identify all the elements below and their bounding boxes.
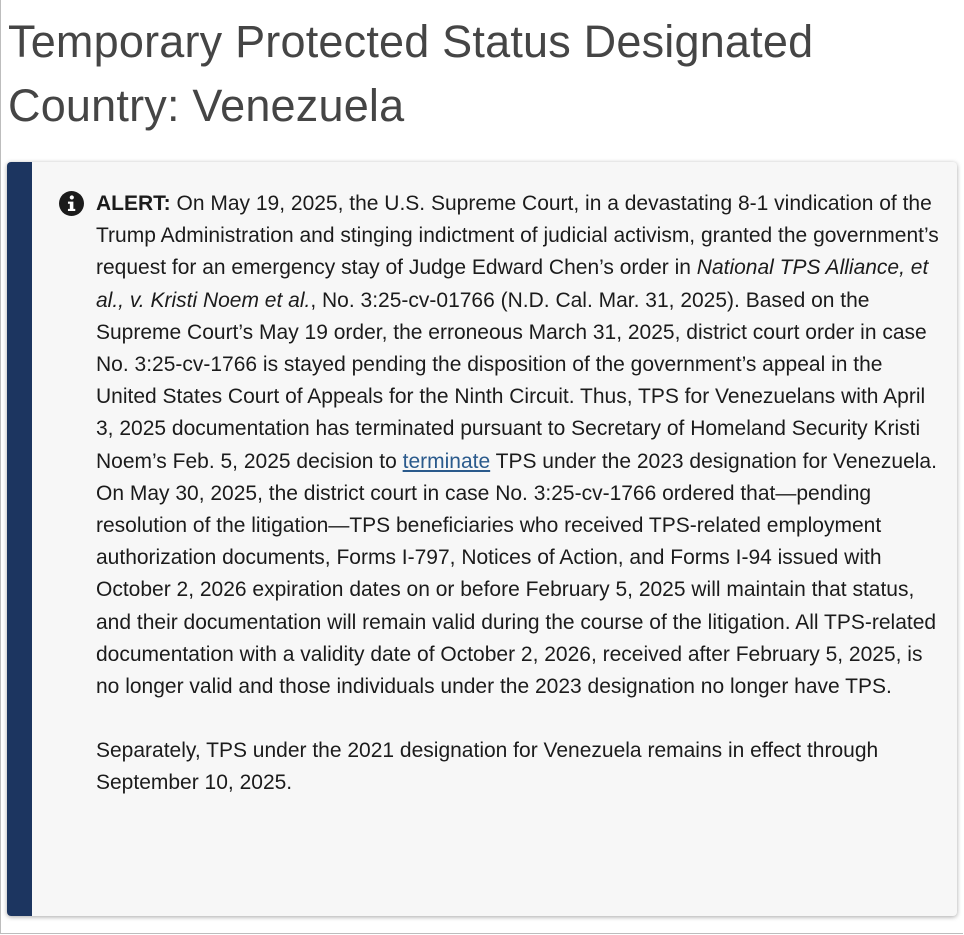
page-title: Temporary Protected Status Designated Country: Venezuela <box>8 16 814 131</box>
alert-paragraph-main <box>96 188 941 703</box>
case-name: National TPS Alliance, et al., v. Kristi Noem et al. <box>96 256 929 312</box>
alert-text-part-3: TPS under the 2023 designation for Venezuela. On May 30, 2025, the district court in case No. 3:25-cv-1766 ordered that—pending resolution of the litigation—TPS beneficiaries who received TPS-related employment authorization documents, Forms I-797, Notices of Action, and Forms I-94 issued with October 2, 2026 expiration dates on or before February 5, 2025 will maintain that status, and their documentation will remain valid during the course of the litigation. All TPS-related documentation with a validity date of October 2, 2026, received after February 5, 2025, is no longer valid and those individuals under the 2023 designation no longer have TPS. <box>96 449 937 699</box>
terminate-link[interactable]: terminate <box>402 449 491 473</box>
alert-accent-bar <box>7 162 32 916</box>
alert-text-part-1: On May 19, 2025, the U.S. Supreme Court, in a devastating 8-1 vindication of the Trump Administration and stinging indictment of judicial activism, granted the government’s request for an emergency stay of Judge Edward Chen’s order in <box>96 192 939 280</box>
alert-text-part-2: , No. 3:25-cv-01766 (N.D. Cal. Mar. 31, 2025). Based on the Supreme Court’s May 19 order, the erroneous March 31, 2025, district court order in case No. 3:25-cv-1766 is stayed pending the disposition of the government’s appeal in the United States Court of Appeals for the Ninth Circuit. Thus, TPS for Venezuelans with April 3, 2025 documentation has terminated pursuant to Secretary of Homeland Security Kristi Noem’s Feb. 5, 2025 decision to <box>96 288 927 473</box>
alert-paragraph-separately: Separately, TPS under the 2021 designation for Venezuela remains in effect through September 10, 2025. <box>96 739 879 795</box>
alert-body <box>96 188 941 800</box>
info-circle-icon <box>59 191 84 216</box>
alert-label: ALERT: <box>96 192 171 215</box>
alert-box <box>7 162 957 916</box>
